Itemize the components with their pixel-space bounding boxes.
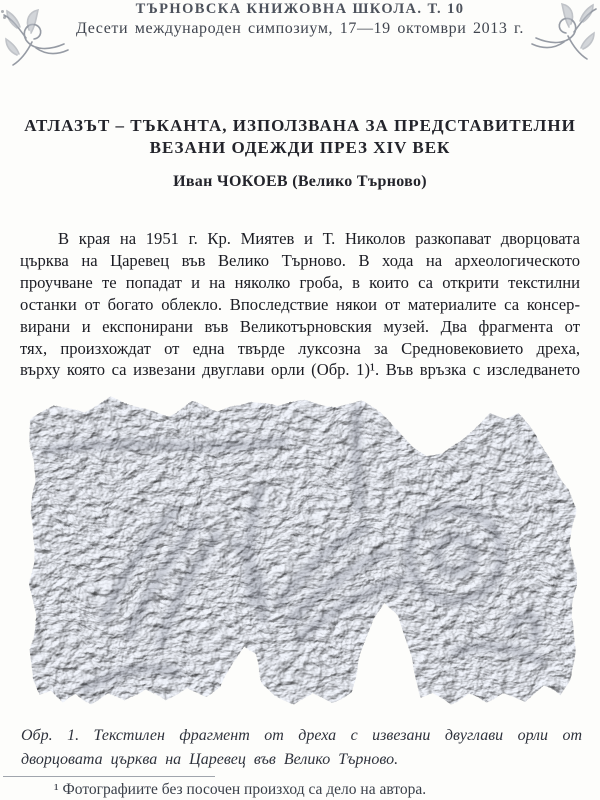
article-author: Иван ЧОКОЕВ (Велико Търново) <box>173 173 427 190</box>
figure-caption-line1: Обр. 1. Текстилен фрагмент от дреха с извезани двуглави орли от <box>21 727 582 744</box>
body-line: вирани и експонирани във Великотърновския музей. Два фрагмента от <box>20 316 580 336</box>
body-paragraph <box>20 228 580 381</box>
floral-ornament-left-icon <box>2 8 70 66</box>
article-title <box>10 115 590 159</box>
journal-header-line2: Десети международен симпозиум, 17—19 октомври 2013 г. <box>76 20 524 37</box>
textile-photo <box>25 393 577 711</box>
article-title-line2: ВЕЗАНИ ОДЕЖДИ ПРЕЗ XIV ВЕК <box>149 138 451 157</box>
body-line: тях, произхождат от една твърде луксозна за Средновековието дреха, <box>20 338 580 358</box>
body-line: В края на 1951 г. Кр. Миятев и Т. Николов разкопават дворцовата <box>58 229 580 248</box>
body-line: останки от богато облекло. Впоследствие някои от материалите са консер- <box>20 294 580 314</box>
article-title-line1: АТЛАЗЪТ – ТЪКАНТА, ИЗПОЛЗВАНА ЗА ПРЕДСТАВИТЕЛНИ <box>24 116 576 135</box>
body-line: проучване те попадат и на няколко гроба, в които са открити текстилни <box>20 272 580 292</box>
figure-caption-line2: дворцовата църква на Царевец във Велико Търново. <box>21 751 399 768</box>
scan-speck <box>1 10 4 13</box>
figure-caption <box>21 724 582 772</box>
journal-header-line1: ТЪРНОВСКА КНИЖОВНА ШКОЛА. Т. 10 <box>135 1 465 17</box>
footnote-text: ¹ Фотографиите без посочен произход са дело на автора. <box>54 781 427 798</box>
floral-ornament-right-icon <box>530 2 598 60</box>
footnote-separator <box>3 776 215 777</box>
scan-speck <box>3 16 6 19</box>
body-line: църква на Царевец във Велико Търново. В хода на археологическото <box>20 250 580 270</box>
body-line: върху която са извезани двуглави орли (Обр. 1)¹. Във връзка с изследването <box>20 360 580 380</box>
